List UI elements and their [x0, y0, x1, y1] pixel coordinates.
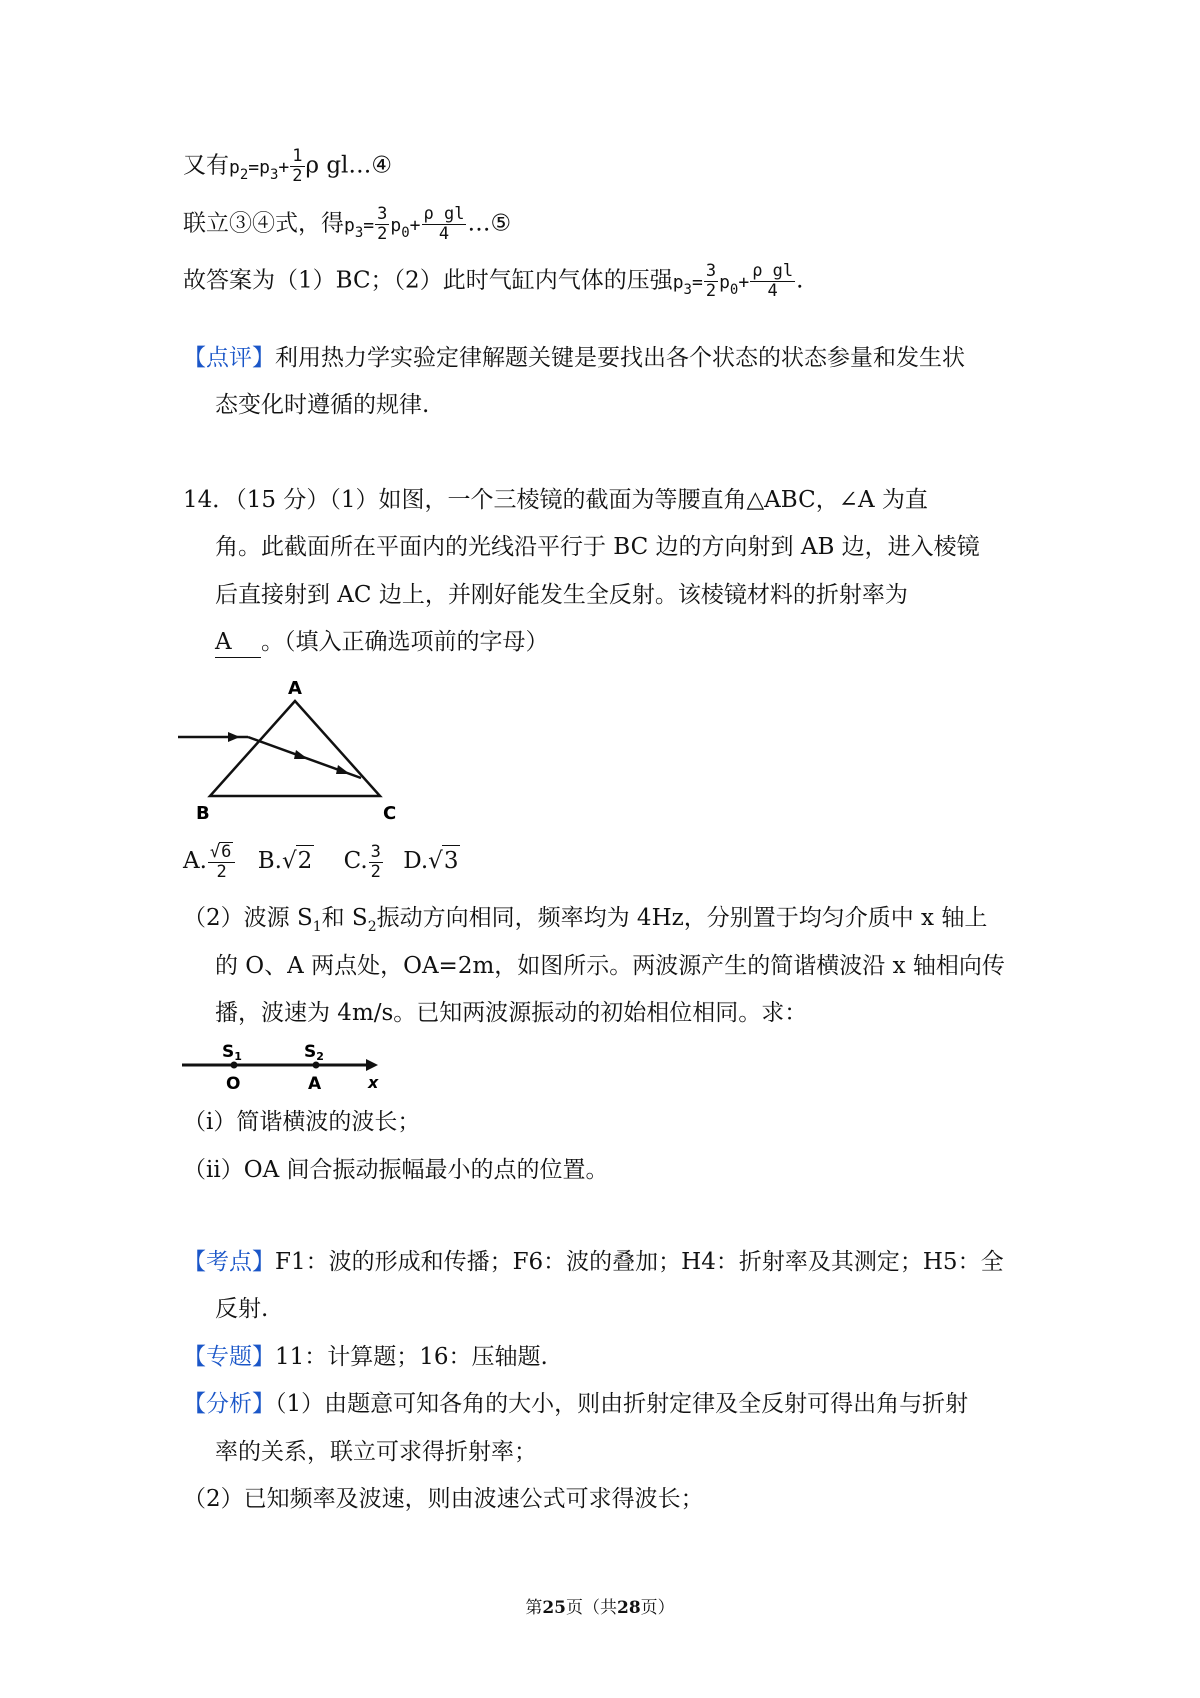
text: …⑤ [467, 210, 512, 237]
subscript: 2 [239, 166, 249, 183]
fenxi-text: （1）由题意可知各角的大小，则由折射定律及全反射可得出角与折射 [275, 1391, 969, 1417]
label-a: A [308, 1074, 322, 1092]
equation-line-5 [183, 205, 511, 244]
denominator: 4 [438, 224, 450, 244]
kaodian-line-1 [183, 1247, 1004, 1277]
option-d-label: D. [403, 848, 429, 874]
numerator: ρ gl [423, 204, 465, 224]
sub-question-text: （ii）OA 间合振动振幅最小的点的位置。 [183, 1157, 609, 1183]
denominator: 2 [216, 862, 227, 882]
total-pages: 28 [617, 1598, 641, 1618]
var-p: p [390, 214, 402, 236]
fenxi-text: 率的关系，联立可求得折射率； [215, 1439, 537, 1465]
label-o: O [226, 1074, 241, 1092]
comment-tag: 【点评】 [183, 345, 275, 371]
var-p: p [344, 214, 355, 236]
fraction [704, 262, 718, 301]
vertex-label-c: C [383, 803, 397, 823]
comment-text: 态变化时遵循的规律. [215, 392, 430, 418]
zhuanti-line [183, 1342, 548, 1372]
numerator: 3 [370, 841, 381, 862]
comment-text: 利用热力学实验定律解题关键是要找出各个状态的状态参量和发生状 [275, 345, 965, 371]
sub-question-i [183, 1107, 420, 1137]
plus: + [409, 214, 421, 236]
text: 故答案为（1）BC；（2）此时气缸内气体的压强 [183, 267, 673, 294]
fenxi-tag: 【分析】 [183, 1391, 275, 1417]
q14-line-1 [183, 485, 928, 515]
comment-line-2 [215, 390, 429, 420]
answer-blank: A [215, 627, 261, 658]
label-x: x [368, 1073, 379, 1092]
sqrt-icon: √ [281, 848, 297, 874]
part2-text: 和 S [321, 905, 368, 931]
vertex-label-a: A [288, 678, 302, 699]
denominator: 4 [767, 281, 778, 301]
part2-text: （2）波源 S [183, 905, 313, 931]
equation-line-4 [183, 147, 392, 186]
fraction [290, 147, 304, 186]
q14-text: 。（填入正确选项前的字母） [261, 629, 549, 655]
text: . [796, 267, 804, 294]
var-p: p [672, 271, 684, 293]
sub-question-ii [183, 1155, 609, 1185]
numerator: 3 [705, 261, 717, 281]
sqrt-icon: √ [209, 842, 221, 862]
q14-text: 后直接射到 AC 边上，并刚好能发生全反射。该棱镜材料的折射率为 [215, 582, 908, 608]
denominator: 2 [292, 166, 303, 186]
kaodian-line-2 [215, 1294, 268, 1324]
radicand: 6 [221, 842, 232, 862]
part2-text: 的 O、A 两点处，OA=2m，如图所示。两波源产生的简谐横波沿 x 轴相向传 [215, 953, 1005, 979]
comment-line-1 [183, 343, 965, 373]
footer-text: 第 [525, 1598, 543, 1618]
fenxi-line-2 [215, 1437, 537, 1467]
subscript: 2 [367, 919, 377, 935]
denominator: 2 [377, 224, 388, 244]
sub-question-text: （i）简谐横波的波长； [183, 1109, 421, 1135]
text: 联立③④式，得 [183, 210, 344, 237]
numerator: 1 [292, 146, 303, 166]
arrow-icon [228, 732, 240, 742]
wave-source-figure [180, 1040, 390, 1092]
fraction [375, 205, 389, 244]
equals: = [691, 271, 703, 293]
fenxi-line-3 [183, 1484, 704, 1514]
option-a-value [208, 842, 236, 882]
page-footer [0, 1597, 1200, 1619]
kaodian-text: F1：波的形成和传播；F6：波的叠加；H4：折射率及其测定；H5：全 [275, 1249, 1004, 1275]
part2-text: 振动方向相同，频率均为 4Hz，分别置于均匀介质中 x 轴上 [376, 905, 988, 931]
arrow-icon [336, 765, 350, 774]
sqrt-icon: √ [428, 848, 443, 874]
fenxi-line-1 [183, 1389, 968, 1419]
kaodian-tag: 【考点】 [183, 1249, 275, 1275]
var-p: p [259, 156, 270, 178]
vertex-label-b: B [196, 803, 210, 823]
zhuanti-tag: 【专题】 [183, 1344, 275, 1370]
part2-line-1 [183, 903, 987, 936]
axis-arrow-icon [366, 1059, 378, 1071]
fraction [750, 262, 795, 301]
fenxi-text: （2）已知频率及波速，则由波速公式可求得波长； [183, 1486, 704, 1512]
part2-line-2 [215, 951, 1005, 981]
numerator: 3 [377, 204, 388, 224]
q14-text: 角。此截面所在平面内的光线沿平行于 BC 边的方向射到 AB 边，进入棱镜 [215, 534, 980, 560]
answer-line [183, 262, 803, 301]
text: ρ gl…④ [305, 152, 393, 179]
equals: = [248, 156, 260, 178]
equals: = [363, 214, 375, 236]
var-p: p [719, 271, 730, 293]
label-s2: S2 [304, 1042, 324, 1063]
q14-line-3 [215, 580, 908, 610]
radicand: 2 [296, 845, 315, 876]
page-number: 25 [542, 1598, 566, 1618]
q14-text: 14．（15 分）（1）如图，一个三棱镜的截面为等腰直角△ABC，∠A 为直 [183, 487, 928, 513]
part2-line-3 [215, 998, 807, 1028]
option-c-label: C. [343, 848, 368, 874]
part2-text: 播，波速为 4m/s。已知两波源振动的初始相位相同。求： [215, 1000, 808, 1026]
zhuanti-text: 11：计算题；16：压轴题. [275, 1344, 548, 1370]
denominator: 2 [705, 281, 717, 301]
footer-text: 页） [640, 1598, 675, 1618]
text: 又有 [183, 152, 229, 179]
denominator: 2 [370, 861, 381, 882]
subscript: 3 [354, 224, 364, 241]
label-s1: S1 [222, 1042, 242, 1063]
q14-line-4 [215, 627, 549, 658]
plus: + [278, 156, 290, 178]
subscript: 0 [401, 224, 410, 241]
option-c-value [369, 843, 383, 882]
subscript: 3 [683, 281, 692, 298]
triangle-abc [210, 701, 380, 796]
kaodian-text: 反射. [215, 1296, 269, 1322]
numerator: ρ gl [752, 261, 794, 281]
subscript: 1 [312, 919, 322, 935]
plus: + [738, 271, 750, 293]
subscript: 0 [729, 281, 739, 298]
option-a-label: A. [183, 848, 207, 874]
q14-line-2 [215, 532, 980, 562]
option-b-label: B. [257, 848, 282, 874]
radicand: 3 [442, 845, 461, 876]
footer-text: 页（共 [566, 1598, 617, 1618]
subscript: 3 [269, 166, 279, 183]
prism-figure [178, 678, 408, 823]
var-p: p [229, 156, 240, 178]
fraction [422, 205, 467, 244]
options-line [183, 842, 460, 882]
arrow-icon [294, 750, 308, 759]
